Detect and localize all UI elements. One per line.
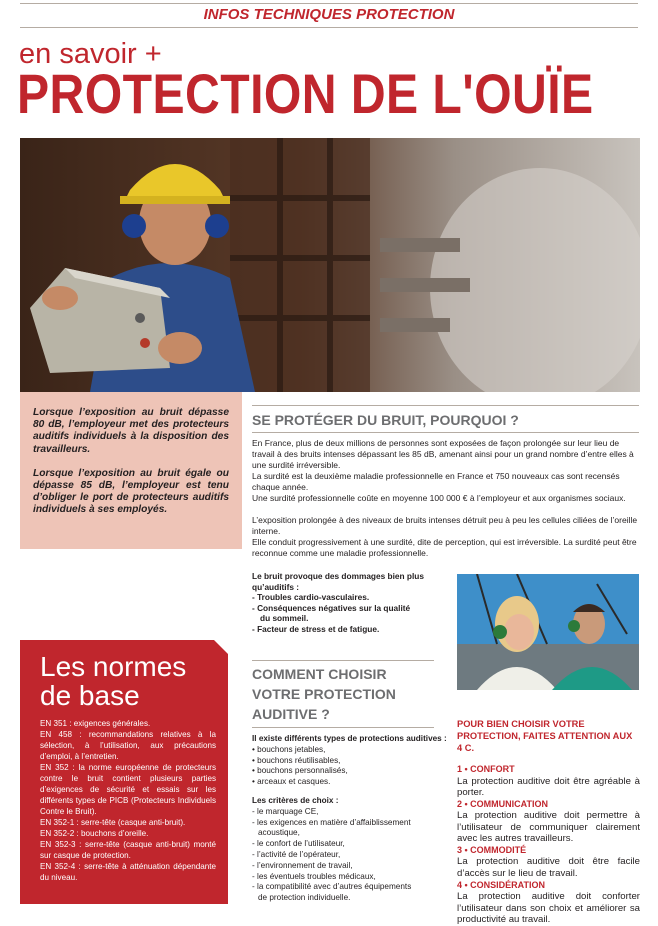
list-item: - les éventuels troubles médicaux, xyxy=(252,871,376,881)
list-item: • arceaux et casques. xyxy=(252,777,331,787)
protection-types xyxy=(252,734,447,904)
para-exposure-stats: En France, plus de deux millions de personnes sont exposées de façon prolongée sur leur lieu de travail à des bruits intenses dépassant les 85 dB, amenant ainsi pour un grand nombre d’entre elles à une surdité irréversible. xyxy=(252,438,634,470)
para-irreversible: Elle conduit progressivement à une surdité, dite de perception, qui est irréversible. La surdité peut être reconnue comme une maladie professionnelle. xyxy=(252,537,637,558)
header-category: INFOS TECHNIQUES xyxy=(203,6,352,23)
advice-title-commodite: 3 • COMMODITÉ xyxy=(457,844,527,855)
section2-heading-line1: COMMENT CHOISIR xyxy=(252,666,387,682)
section1-bottom-rule xyxy=(252,432,639,433)
criteria-intro: Les critères de choix : xyxy=(252,795,339,805)
header-rule xyxy=(20,27,638,28)
worker-photo xyxy=(20,138,640,392)
norms-box-corner xyxy=(214,640,228,654)
list-item: - l’environnement de travail, xyxy=(252,860,353,870)
section2-heading-line3: AUDITIVE ? xyxy=(252,706,330,722)
advice-title-communication: 2 • COMMUNICATION xyxy=(457,798,548,809)
list-item: de protection individuelle. xyxy=(258,893,351,903)
advice-heading: POUR BIEN CHOISIR VOTRE PROTECTION, FAITES ATTENTION AUX 4 C. xyxy=(457,719,633,753)
damage-intro: Le bruit provoque des dommages bien plus qu’auditifs : xyxy=(252,571,424,592)
page-title: PROTECTION DE L'OUÏE xyxy=(17,62,594,125)
section2-top-rule xyxy=(252,660,434,661)
section2-heading-line2: VOTRE PROTECTION xyxy=(252,686,396,702)
list-item: • bouchons réutilisables, xyxy=(252,755,341,765)
advice-text-confort: La protection auditive doit être agréable à porter. xyxy=(457,775,640,799)
list-item: - Troubles cardio-vasculaires. xyxy=(252,592,370,603)
section2-bottom-rule xyxy=(252,727,434,728)
section1-top-rule xyxy=(252,405,639,406)
norms-heading-line2: de base xyxy=(40,680,140,711)
para-occupational-disease: La surdité est la deuxième maladie professionnelle en France et 750 nouveaux cas sont recensés chaque année. xyxy=(252,471,620,492)
section-header xyxy=(0,6,658,23)
header-topic: PROTECTION xyxy=(356,6,455,23)
para-cost: Une surdité professionnelle coûte en moyenne 100 000 € à l’employeur et aux organismes sociaux. xyxy=(252,493,626,503)
advice-text-commodite: La protection auditive doit être facile d’accès sur le lieu de travail. xyxy=(457,856,640,880)
exposure-80db-text: Lorsque l’exposition au bruit dépasse 80 dB, l’employeur met des protecteurs auditifs individuels à la disposition des travailleurs. xyxy=(33,407,229,455)
list-item: • bouchons jetables, xyxy=(252,744,326,754)
list-item: acoustique, xyxy=(258,828,300,838)
kicker: en savoir + xyxy=(19,38,162,70)
workers-photo xyxy=(457,574,639,690)
section1-heading: SE PROTÉGER DU BRUIT, POURQUOI ? xyxy=(252,412,519,428)
para-hair-cells: L’exposition prolongée à des niveaux de bruits intenses détruit peu à peu les cellules ciliées de l’oreille interne. xyxy=(252,515,638,536)
norms-heading xyxy=(40,652,216,710)
top-rule xyxy=(20,3,638,4)
types-intro: Il existe différents types de protections auditives : xyxy=(252,734,447,743)
list-item: - l’activité de l’opérateur, xyxy=(252,849,341,859)
section1-body xyxy=(252,438,639,559)
norms-box xyxy=(20,640,228,904)
exposure-85db-text: Lorsque l’exposition au bruit égale ou dépasse 85 dB, l’employeur est tenu d’obliger le port de protecteurs auditifs individuels à ses employés. xyxy=(33,467,229,516)
advice-text-consideration: La protection auditive doit conforter l’utilisateur dans son choix et améliorer sa productivité au travail. xyxy=(457,891,640,926)
advice-title-confort: 1 • CONFORT xyxy=(457,764,515,774)
list-item: - les exigences en matière d’affaiblissement xyxy=(252,817,411,827)
list-item: • bouchons personnalisés, xyxy=(252,766,348,776)
list-item: - le confort de l’utilisateur, xyxy=(252,839,345,849)
norms-heading-line1: Les normes xyxy=(40,651,187,682)
damage-list xyxy=(252,571,442,635)
list-item: - le marquage CE, xyxy=(252,806,319,816)
four-c-advice xyxy=(457,718,640,926)
advice-title-consideration: 4 • CONSIDÉRATION xyxy=(457,879,545,890)
list-item: du sommeil. xyxy=(260,613,309,624)
section2-heading xyxy=(252,664,437,724)
exposure-info-box xyxy=(20,392,242,549)
list-item: - la compatibilité avec d’autres équipements xyxy=(252,882,412,892)
norms-text: EN 351 : exigences générales. EN 458 : recommandations relatives à la sélection, à l’utilisation, aux précautions d’emploi, à l’entretien. EN 352 : la norme européenne de protecteurs contre le bruit contient plusieurs parties d’exigences de sécurité et essais sur les différents types de PICB (Protecteurs Individuels Contre le Bruit). EN 352-1 : serre-tête (casque anti-bruit). EN 352-2 : bouchons d’oreille. EN 352-3 : serre-tête (casque anti-bruit) monté sur casque de protection. EN 352-4 : serre-tête à atténuation dépendante du niveau. xyxy=(40,719,216,882)
list-item: - Conséquences négatives sur la qualité xyxy=(252,602,411,613)
list-item: - Facteur de stress et de fatigue. xyxy=(252,623,380,634)
advice-text-communication: La protection auditive doit permettre à l’utilisateur de communiquer clairement avec les autres travailleurs. xyxy=(457,810,640,845)
